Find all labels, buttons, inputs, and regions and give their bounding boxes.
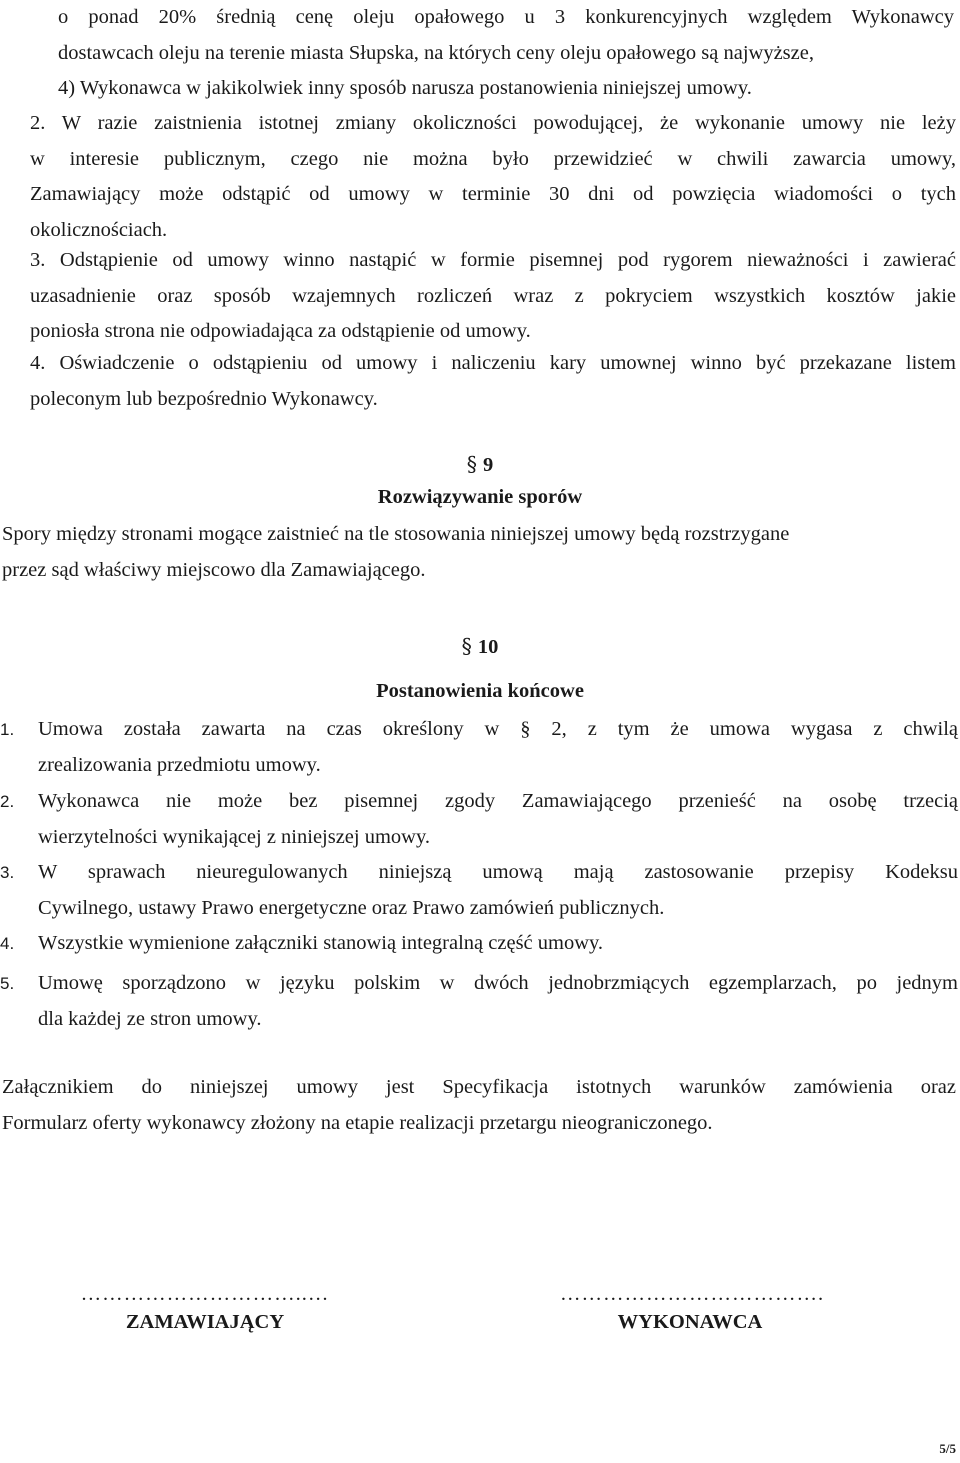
item-number: 5. (0, 974, 15, 993)
text-line: 3. Odstąpienie od umowy winno nastąpić w formie pisemnej pod rygorem nieważności i zawierać (30, 249, 956, 271)
text-line: Zamawiający może odstąpić od umowy w terminie 30 dni od powzięcia wiadomości o tych (30, 183, 956, 205)
section-number: 10 (477, 636, 499, 658)
attachments-paragraph (2, 1070, 956, 1141)
text-line: zrealizowania przedmiotu umowy. (38, 753, 321, 776)
text-line: Umowę sporządzono w języku polskim w dwóch jednobrzmiących egzemplarzach, po jednym (38, 972, 958, 994)
text-line: 2. W razie zaistnienia istotnej zmiany okoliczności powodującej, że wykonanie umowy nie leży (30, 112, 956, 134)
list-item-4: 4) Wykonawca w jakikolwiek inny sposób narusza postanowienia niniejszej umowy. (58, 77, 752, 99)
text-line: Wszystkie wymienione załączniki stanowią integralną część umowy. (38, 932, 604, 954)
text-line: Formularz oferty wykonawcy złożony na etapie realizacji przetargu nieograniczonego. (2, 1111, 713, 1134)
text-line: okolicznościach. (30, 218, 168, 241)
text-line: dostawcach oleju na terenie miasta Słupska, na których ceny oleju opałowego są najwyższe, (58, 41, 814, 64)
item-number: 1. (0, 720, 15, 739)
text-line: poniosła strona nie odpowiadająca za odstąpienie od umowy. (30, 320, 531, 342)
text-line: W sprawach nieuregulowanych niniejszą umową mają zastosowanie przepisy Kodeksu (38, 861, 958, 883)
item-text (38, 712, 958, 783)
signature-label: WYKONAWCA (617, 1311, 763, 1333)
text-line: uzasadnienie oraz sposób wzajemnych rozliczeń wraz z pokryciem wszystkich kosztów jakie (30, 284, 956, 307)
text-line: Wykonawca nie może bez pisemnej zgody Zamawiającego przenieść na osobę trzecią (38, 790, 958, 812)
text-line: Spory między stronami mogące zaistnieć na tle stosowania niniejszej umowy będą rozstrzygane (2, 523, 790, 545)
text-line: Cywilnego, ustawy Prawo energetyczne oraz Prawo zamówień publicznych. (38, 896, 665, 919)
section-9-body (2, 517, 956, 588)
text-line: wierzytelności wynikającej z niniejszej umowy. (38, 825, 431, 848)
text-line: o ponad 20% średnią cenę oleju opałowego u 3 konkurencyjnych względem Wykonawcy (58, 6, 954, 28)
section-9-heading (0, 446, 960, 483)
item-number: 3. (0, 863, 15, 882)
section-10-heading (0, 628, 960, 665)
item-text (38, 855, 958, 926)
item-text (38, 926, 958, 962)
text-line: Umowa została zawarta na czas określony w § 2, z tym że umowa wygasa z chwilą (38, 718, 958, 740)
item-number: 2. (0, 792, 15, 811)
signature-line: ………………………………. (560, 1283, 825, 1305)
paragraph-4 (30, 346, 956, 417)
paragraph-2 (30, 106, 956, 248)
top-paragraph (58, 0, 954, 107)
text-line: Załącznikiem do niniejszej umowy jest Specyfikacja istotnych warunków zamówienia oraz (2, 1076, 956, 1098)
signature-wykonawca (560, 1280, 825, 1336)
signature-zamawiajacy (60, 1280, 350, 1336)
text-line: 4. Oświadczenie o odstąpieniu od umowy i naliczeniu kary umownej winno być przekazane listem (30, 352, 956, 374)
item-text (38, 966, 958, 1037)
section-9-title: Rozwiązywanie sporów (377, 486, 583, 508)
signature-line: …………………………..… (80, 1283, 330, 1305)
section-symbol: § (461, 634, 472, 658)
signature-label: ZAMAWIAJĄCY (125, 1311, 285, 1333)
section-symbol: § (466, 452, 477, 476)
section-10-title: Postanowienia końcowe (376, 680, 584, 702)
text-line: przez sąd właściwy miejscowo dla Zamawiającego. (2, 558, 426, 581)
text-line: dla każdej ze stron umowy. (38, 1007, 262, 1030)
item-number: 4. (0, 934, 15, 953)
item-text (38, 784, 958, 855)
text-line: poleconym lub bezpośrednio Wykonawcy. (30, 387, 378, 410)
section-number: 9 (483, 454, 494, 476)
paragraph-3 (30, 243, 956, 350)
page-number: 5/5 (939, 1441, 956, 1456)
text-line: w interesie publicznym, czego nie można było przewidzieć w chwili zawarcia umowy, (30, 147, 956, 170)
